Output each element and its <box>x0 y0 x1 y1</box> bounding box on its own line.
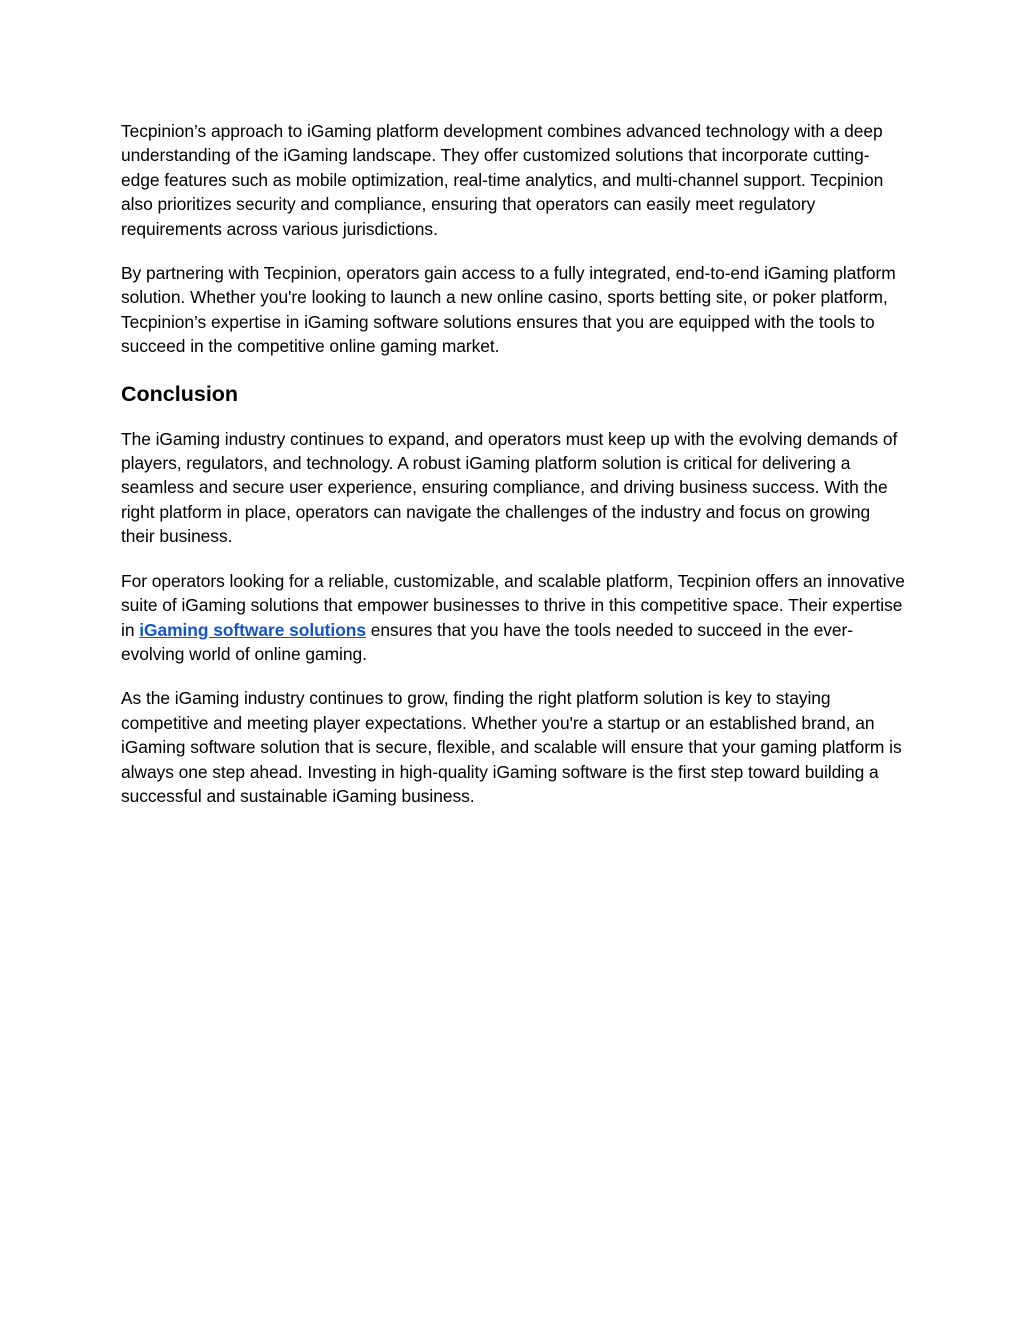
conclusion-paragraph-2-tail: ensures that you have the tools needed to succeed in the ever-evolving world of online gaming. <box>121 619 853 664</box>
document-page <box>121 119 906 828</box>
conclusion-paragraph-1: The iGaming industry continues to expand, and operators must keep up with the evolving demands of players, regulators, and technology. A robust iGaming platform solution is critical for delivering a seamless and secure user experience, ensuring compliance, and driving business success. With the right platform in place, operators can navigate the challenges of the industry and focus on growing their business. <box>121 428 898 547</box>
conclusion-paragraph-2 <box>121 569 906 667</box>
conclusion-paragraph-3: As the iGaming industry continues to grow, finding the right platform solution is key to staying competitive and meeting player expectations. Whether you're a startup or an established brand, an iGaming software solution that is secure, flexible, and scalable will ensure that your gaming platform is always one step ahead. Investing in high-quality iGaming software is the first step toward building a successful and sustainable iGaming business. <box>121 688 902 806</box>
conclusion-paragraph-2-lead: For operators looking for a reliable, customizable, and scalable platform, Tecpinion offers an innovative suite of iGaming solutions that empower businesses to thrive in this competitive space. Their expertise in <box>121 570 905 640</box>
intro-paragraph-1: Tecpinion’s approach to iGaming platform development combines advanced technology with a deep understanding of the iGaming landscape. They offer customized solutions that incorporate cutting-edge features such as mobile optimization, real-time analytics, and multi-channel support. Tecpinion also prioritizes security and compliance, ensuring that operators can easily meet regulatory requirements across various jurisdictions. <box>121 121 884 239</box>
igaming-software-solutions-link[interactable]: iGaming software solutions <box>139 619 366 640</box>
conclusion-heading: Conclusion <box>121 381 239 406</box>
intro-paragraph-2: By partnering with Tecpinion, operators gain access to a fully integrated, end-to-end iGaming platform solution. Whether you're looking to launch a new online casino, sports betting site, or poker platform, Tecpinion’s expertise in iGaming software solutions ensures that you are equipped with the tools to succeed in the competitive online gaming market. <box>121 263 896 357</box>
